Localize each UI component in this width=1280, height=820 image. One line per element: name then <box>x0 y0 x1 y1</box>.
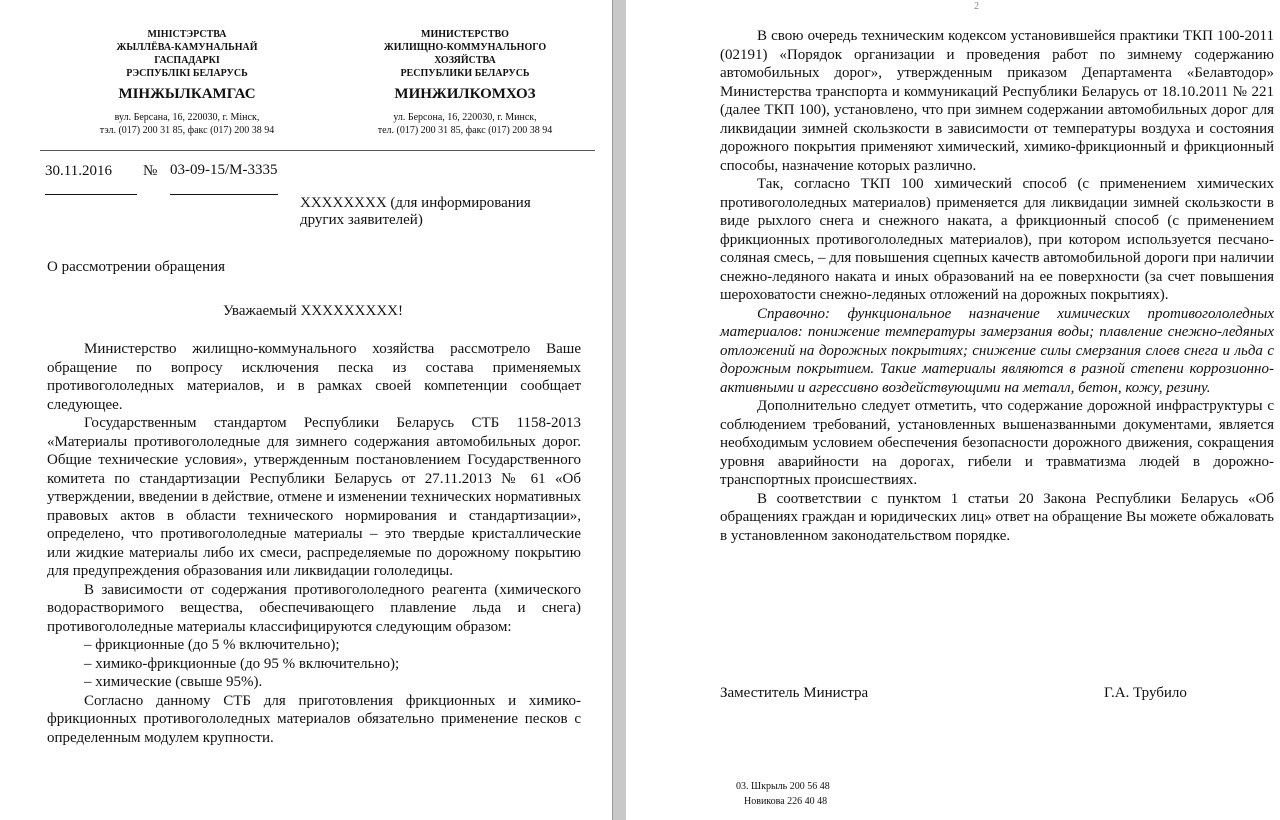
paragraph: Так, согласно ТКП 100 химический способ (с применением химических противогололедных материалов) применяется для ликвидации зимней скользкости в виде рыхлого снега и снежного наката, а фрикционный способ (с применением фрикционных противогололедных материалов), при котором используется песчано-соляная смесь, – для повышения сцепных качеств автомобильной дороги при наличии снежно-ледяного наката и иных образований на ее поверхности (за счет повышения шероховатости снежно-ледяных отложений на дорожных покрытиях). <box>720 176 1274 303</box>
subject: О рассмотрении обращения <box>47 259 226 275</box>
signer-title: Заместитель Министра <box>720 685 869 701</box>
paragraph: Министерство жилищно-коммунального хозяйства рассмотрело Ваше обращение по вопросу исключения песка из состава применяемых противогололедных материалов, и в рамках своей компетенции сообщает следующее. <box>47 341 581 413</box>
reference-note: Справочно: функциональное назначение химических противогололедных материалов: понижение температуры замерзания воды; плавление снежно-ледяных отложений на дорожных покрытиях; снижение силы смерзания слоев снега и льда с дорожным покрытием. Такие материалы являются в разной степени коррозионно-активными и агрессивно воздействующими на металл, бетон, кожу, резину. <box>720 305 1274 396</box>
letterhead-line: РЭСПУБЛІКІ БЕЛАРУСЬ <box>126 68 248 79</box>
letterhead-line: ГАСПАДАРКІ <box>154 55 220 66</box>
paragraph: Дополнительно следует отметить, что содержание дорожной инфраструктуры с соблюдением требований, установленных вышеназванными документами, является необходимым условием обеспечения безопасности дорожного движения, сокращения уровня аварийности на дорогах, гибели и травматизма людей в дорожно-транспортных происшествиях. <box>720 398 1274 488</box>
address: ул. Берсона, 16, 220030, г. Минск, <box>393 112 537 123</box>
letterhead-line: ЖИЛИЩНО-КОММУНАЛЬНОГО <box>383 42 547 53</box>
letterhead-line: МИНИСТЕРСТВО <box>421 29 509 40</box>
salutation: Уважаемый XXXXXXXXX! <box>223 303 403 319</box>
number-sign: № <box>143 163 158 179</box>
document-page-2 <box>626 0 1280 820</box>
paragraph: В соответствии с пунктом 1 статьи 20 Закона Республики Беларусь «Об обращениях граждан и юридических лиц» ответ на обращение Вы можете обжаловать в установленном законодательством порядке. <box>720 490 1274 544</box>
page-number: 2 <box>974 1 979 12</box>
letter-number: 03-09-15/М-3335 <box>170 162 278 195</box>
list-item: – химико-фрикционные (до 95 % включительно); <box>84 655 400 672</box>
address: вул. Берсана, 16, 220030, г. Мінск, <box>114 112 260 123</box>
list-item: – химические (свыше 95%). <box>84 674 263 690</box>
letterhead-line: РЕСПУБЛИКИ БЕЛАРУСЬ <box>400 68 530 79</box>
paragraph: В зависимости от содержания противогололедного реагента (химического водорастворимого вещества, обеспечивающего плавление льда и снега) противогололедные материалы классифицируются следующим образом: <box>47 581 581 635</box>
page-gutter <box>612 0 627 820</box>
classification-list <box>47 636 581 692</box>
letterhead-line: ЖЫЛЛЁВА-КАМУНАЛЬНАЙ <box>116 42 258 53</box>
paragraph: Государственным стандартом Республики Беларусь СТБ 1158-2013 «Материалы противогололедные для зимнего содержания автомобильных дорог. Общие технические условия», утвержденным постановлением Государственного комитета по стандартизации Республики Беларусь от 27.11.2013 № 61 «Об утверждении, введении в действие, отмене и изменении технических нормативных правовых актов в области технического нормирования и стандартизации», определено, что противогололедные материалы – это твердые кристаллические или жидкие материалы либо их смеси, распределяемые по дорожному покрытию для предупреждения образования или ликвидации гололедицы. <box>47 415 581 579</box>
signer-name: Г.А. Трубило <box>1104 685 1187 701</box>
ministry-short-name: МІНЖЫЛКАМГАС <box>118 86 256 102</box>
letterhead-russian <box>350 28 580 137</box>
letterhead-belarusian <box>72 28 302 137</box>
contact-line: 03. Шкрыль 200 56 48 <box>736 781 830 792</box>
document-page-1 <box>0 0 612 820</box>
letterhead-line: МІНІСТЭРСТВА <box>147 29 227 40</box>
letter-date: 30.11.2016 <box>45 162 137 195</box>
paragraph: Согласно данному СТБ для приготовления фрикционных и химико-фрикционных противогололедных материалов обязательно применение песков с определенным модулем крупности. <box>47 692 581 746</box>
body-text <box>47 340 581 747</box>
phone: тэл. (017) 200 31 85, факс (017) 200 38 94 <box>99 125 275 136</box>
paragraph: В свою очередь техническим кодексом установившейся практики ТКП 100-2011 (02191) «Порядок организации и проведения работ по зимнему содержанию автомобильных дорог», утвержденным приказом Департамента «Белавтодор» Министерства транспорта и коммуникаций Республики Беларусь от 18.10.2011 № 221 (далее ТКП 100), установлено, что при зимнем содержании автомобильных дорог для ликвидации зимней скользкости в зависимости от температуры воздуха и состояния дорожного покрытия применяют химический, химико-фрикционный и фрикционный способы, назначение которых различно. <box>720 28 1274 174</box>
addressee: XXXXXXXX (для информирования других заявителей) <box>300 195 531 228</box>
contact-line: Новикова 226 40 48 <box>744 796 828 807</box>
letterhead-line: ХОЗЯЙСТВА <box>434 55 496 66</box>
ministry-short-name: МИНЖИЛКОМХОЗ <box>394 86 536 102</box>
phone: тел. (017) 200 31 85, факс (017) 200 38 94 <box>377 125 553 136</box>
list-item: – фрикционные (до 5 % включительно); <box>84 637 340 653</box>
body-text <box>720 27 1274 545</box>
header-divider <box>40 150 595 151</box>
